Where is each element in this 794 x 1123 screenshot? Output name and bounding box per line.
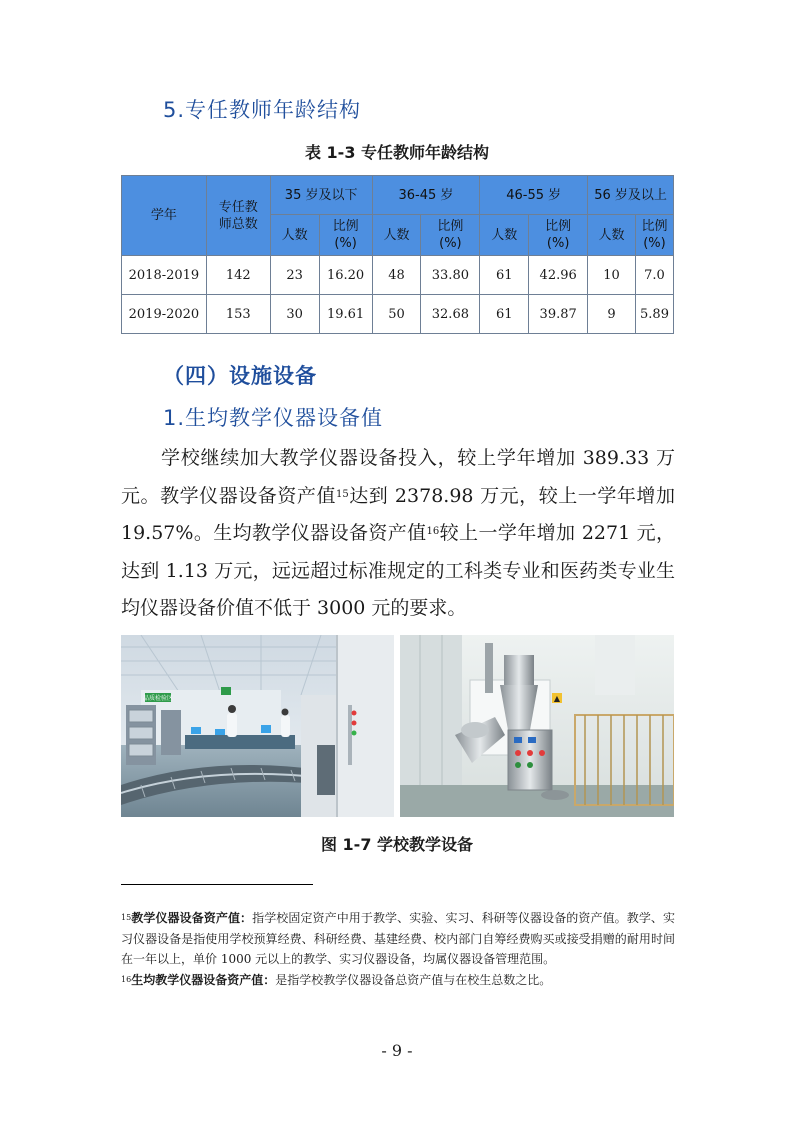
col-header-group: 35 岁及以下 [270,176,372,215]
workshop-photo [121,635,394,817]
footnote-divider [121,884,313,885]
cell: 50 [372,295,421,334]
cleanroom-photo [400,635,674,817]
cell: 39.87 [529,295,588,334]
workshop-sign: 品质检验区 [142,695,174,702]
col-header-count: 人数 [372,215,421,256]
cell: 30 [270,295,319,334]
cell: 32.68 [421,295,480,334]
cell-total: 153 [206,295,270,334]
col-header-count: 人数 [480,215,529,256]
figure-caption: 图 1-7 学校教学设备 [320,835,474,854]
cell: 23 [270,256,319,295]
cell: 61 [480,256,529,295]
table-row [122,256,674,295]
col-header-group: 46-55 岁 [480,176,588,215]
col-header-ratio: 比例(%) [319,215,372,256]
cell: 48 [372,256,421,295]
col-header-count: 人数 [588,215,636,256]
footnote-ref[interactable]: 15 [335,488,349,500]
col-header-count: 人数 [270,215,319,256]
sub-heading: 1.生均教学仪器设备值 [163,406,384,430]
cell: 61 [480,295,529,334]
teacher-age-table [121,175,674,334]
cell: 10 [588,256,636,295]
cell: 7.0 [635,256,673,295]
footnote-ref[interactable]: 16 [426,526,440,537]
footnote: $^{16}$生均教学仪器设备资产值：是指学校教学仪器设备总资产值与在校生总数之比。 [121,972,552,987]
cell: 9 [588,295,636,334]
col-header-group: 36-45 岁 [372,176,480,215]
col-header-year: 学年 [122,176,207,256]
col-header-total: 专任教师总数 [206,176,270,256]
cell-year: 2018-2019 [122,256,207,295]
cell: 33.80 [421,256,480,295]
warning-sign: ▲ [553,694,561,703]
col-header-group: 56 岁及以上 [588,176,674,215]
footnotes [121,908,675,990]
table-row [122,295,674,334]
body-paragraph: 学校继续加大教学仪器设备投入，较上学年增加 389.33 万元。教学仪器设备资产值$^{15}$达到 2378.98 万元，较上一学年增加 19.57%。生均教学仪器设备资产值$^{16}$较上一学年增加 2271 元，达到 1.13 万元，远远超过标准规定的工科类专业和医药类专业生均仪器设备价值不低于 3000 元的要求。 [121,447,675,619]
table-caption: 表 1-3 专任教师年龄结构 [304,143,490,162]
cell-total: 142 [206,256,270,295]
cell-year: 2019-2020 [122,295,207,334]
page-number: - 9 - [381,1041,413,1060]
major-heading: （四）设施设备 [163,364,317,388]
col-header-ratio: 比例(%) [635,215,673,256]
cell: 5.89 [635,295,673,334]
footnote: $^{15}$教学仪器设备资产值：指学校固定资产中用于教学、实验、实习、科研等仪器设备的资产值。教学、实习仪器设备是指使用学校预算经费、科研经费、基建经费、校内部门自筹经费购买或接受捐赠的耐用时间在一年以上，单价 1000 元以上的教学、实习仪器设备，均属仪器设备管理范围。 [121,911,675,966]
col-header-ratio: 比例(%) [529,215,588,256]
cell: 16.20 [319,256,372,295]
section-heading: 5.专任教师年龄结构 [163,98,362,122]
cell: 42.96 [529,256,588,295]
cell: 19.61 [319,295,372,334]
col-header-ratio: 比例(%) [421,215,480,256]
